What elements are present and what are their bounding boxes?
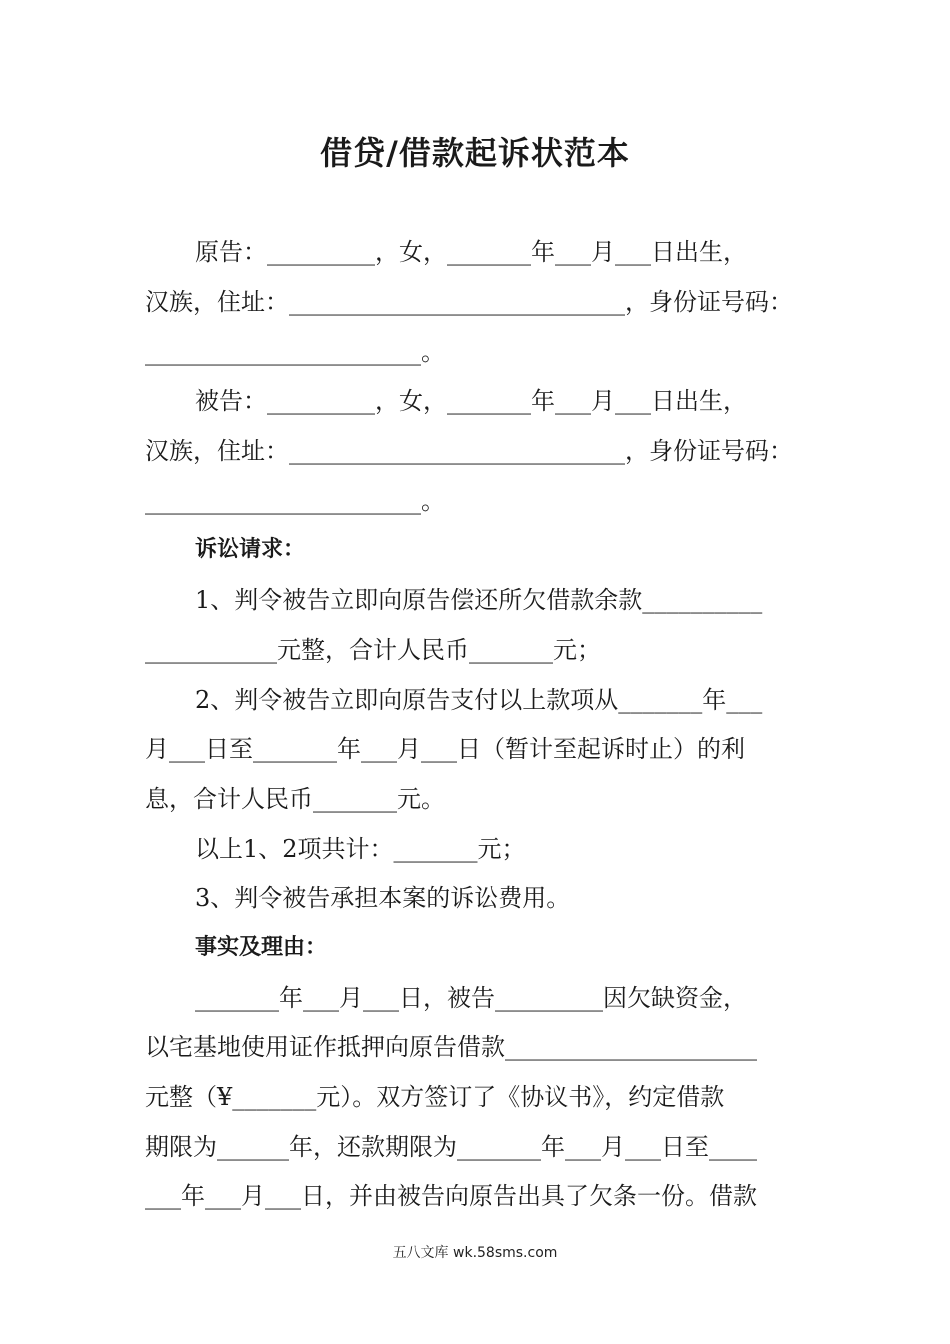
plaintiff-line-1: 原告：_________，女，_______年___月___日出生，: [195, 238, 747, 266]
facts-heading: 事实及理由：: [195, 935, 328, 960]
footer-watermark: 五八文库 wk.58sms.com: [392, 1245, 558, 1261]
claim-2-line-1: 2、判令被告立即向原告支付以上款项从_______年___: [195, 686, 763, 714]
claims-total: 以上1、2项共计：_______元；: [195, 835, 526, 863]
claims-heading: 诉讼请求：: [195, 537, 306, 562]
plaintiff-line-3: _______________________。: [145, 338, 445, 366]
facts-line-4: 期限为______年，还款期限为_______年___月___日至____: [145, 1133, 757, 1161]
claim-2-line-2: 月___日至_______年___月___日（暂计至起诉时止）的利: [145, 735, 745, 763]
defendant-line-3: _______________________。: [145, 487, 445, 515]
claim-2-line-3: 息，合计人民币_______元。: [145, 785, 445, 813]
plaintiff-line-2: 汉族，住址：____________________________，身份证号码：: [145, 288, 793, 316]
facts-line-2: 以宅基地使用证作抵押向原告借款_____________________: [145, 1033, 757, 1061]
page-title: 借贷/借款起诉状范本: [320, 134, 630, 172]
facts-line-3: 元整（¥_______元）。双方签订了《协议书》，约定借款: [145, 1083, 725, 1111]
facts-line-5: ___年___月___日，并由被告向原告出具了欠条一份。借款: [145, 1182, 757, 1210]
defendant-line-1: 被告：_________，女，_______年___月___日出生，: [195, 387, 747, 415]
claim-1-line-1: 1、判令被告立即向原告偿还所欠借款余款__________: [195, 586, 763, 614]
claim-3: 3、判令被告承担本案的诉讼费用。: [195, 884, 571, 912]
claim-1-line-2: ___________元整，合计人民币_______元；: [145, 636, 601, 664]
defendant-line-2: 汉族，住址：____________________________，身份证号码：: [145, 437, 793, 465]
facts-line-1: _______年___月___日，被告_________因欠缺资金，: [195, 984, 747, 1012]
